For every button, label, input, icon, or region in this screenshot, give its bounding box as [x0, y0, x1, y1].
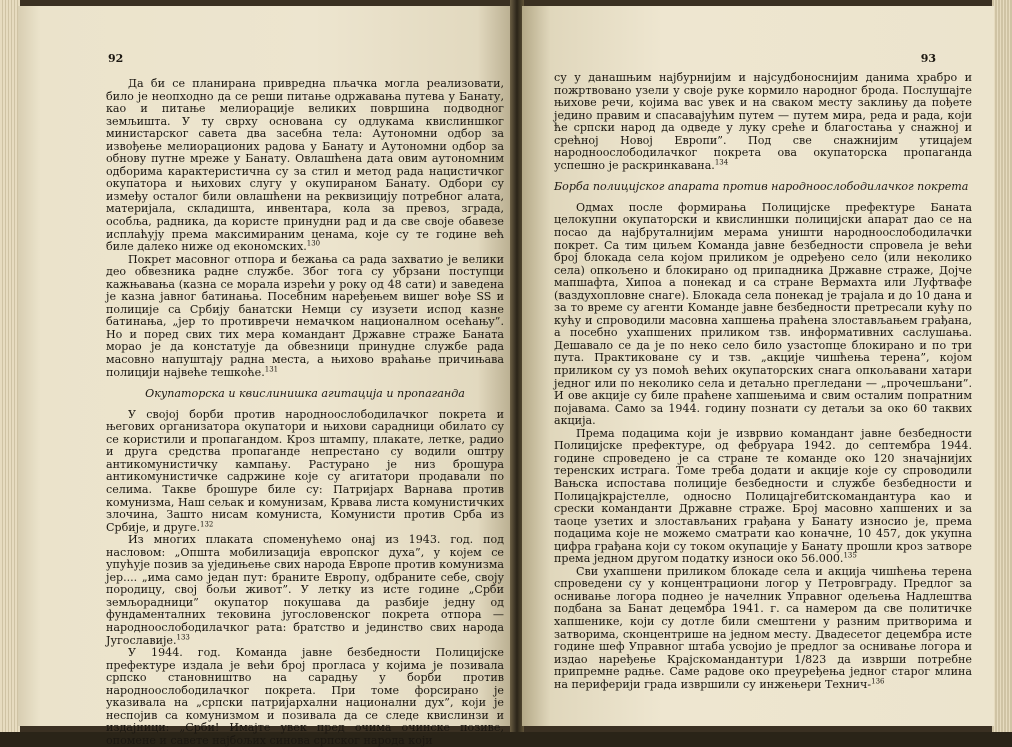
footnote-mark: 133 — [176, 632, 190, 641]
footnote-mark: 135 — [843, 551, 857, 560]
paragraph: Покрет масовног отпора и бежања са рада захватио је велики део обвезника радне службе. Због тога су убрзани поступци кажњавања (казна се морала изрећи у року од 48 сати) и заведена је казна јавног батинања. Посебним наређењем вишег вође SS и полиције са Србију банатски Немци су изузети испод казне батинања, „јер то противречи немачком националном осећању”. Но и поред свих тих мера командант Државне страже Баната морао је да констатује да обвезници принудне службе рада масовно напуштају радна места, а њихово враћање причињава полицији највеће тешкоће.$^{131}$ — [106, 252, 504, 379]
right-page-number: 93 — [920, 52, 936, 65]
right-page — [522, 6, 994, 726]
paragraph: Да би се планирана привредна пљачка могла реализовати, било је неопходно да се реши питање одржавања путева у Банату, као и питање мелиорације великих површина подводног земљишта. У ту сврху основана су одлукама квислиншког министарског савета два засебна тела: Аутономни одбор за извођење мелиорационих радова у Банату и Аутономни одбор за обнову путне мреже у Банату. Овлашћена дата овим аутономним одборима карактеристична су за стил и метод рада нацистичког окупатора и њихових слугу у окупираном Банату. Одбори су између осталог били овлашћени на реквизицију потребног алата, материјала, складишта, инвентара, кола за превоз, зграда, особља, радника, да користе принудни рад и да све своје обавезе исплаћују према максимираним ценама, које су те године већ биле далеко ниже од економских.$^{130}$ — [106, 77, 504, 254]
paragraph: У 1944. год. Команда јавне безбедности Полицијске префектуре издала је већи број прогласа у којима је позивала српско становништво на сарадњу у борби против народноослободилачког покрета. При томе форсирано је указивала на „српски патријархални национални дух”, који је неспојив са комунизмом и позивала да се следе квислинзи и издајници: „Срби! Имајте увек пред очима очинске позиве, опомене и савете најбољих синова српског народа који — [106, 646, 504, 747]
left-page — [18, 6, 512, 747]
section-heading: Окупаторска и квислинишка агитација и пропаганда — [145, 387, 465, 401]
footnote-mark: 132 — [200, 519, 214, 528]
footnote-mark: 130 — [306, 239, 321, 248]
left-page-text — [106, 78, 504, 747]
left-page-edges — [0, 0, 20, 732]
paragraph: Сви ухапшени приликом блокаде села и акција чишћења терена спроведени су у концентрациони логор у Петровграду. Предлог за оснивање логора поднео је начелник Управног одељења Надлештва подбана за Банат децембра 1941. г. са намером да све политичке хапшенике, који су дотле били смештени у разним притворима и затворима, сконцентрише на једном месту. Двадесетог децембра исте године шеф Управног штаба усвојио је предлог за оснивање логора и издао наређење Крајскомандантури 1/823 да изврши потребне припремне радње. Саме радове око преуређења једног старог млина на периферији града извршили су инжењери Технич-$^{136}$ — [554, 564, 972, 691]
paragraph: су у данашњим најбурнијим и најсудбоноснијим данима храбро и пожртвовано узели у своје руке кормило народног брода. Послушајте њихове речи, којима вас увек и на сваком месту заклињу да пођете једино правим и спасавајућим путем — путем мира, реда и рада, који ће српски народ да одведе у луку среће и благостања у снажној и срећној Новој Европи”. Под све снажнијим утицајем народноослободилачког покрета ова окупаторска пропаганда успешно је раскринкавана.$^{134}$ — [554, 71, 972, 172]
footnote-mark: 136 — [871, 677, 885, 686]
left-page-number: 92 — [108, 52, 124, 65]
paragraph: Из многих плаката споменућемо онај из 1943. год. под насловом: „Општа мобилизација европског духа”, у којем се упућује позив за уједињење свих народа Европе против комунизма јер.... „има само један пут: браните Европу, одбраните себе, своју породицу, свој бољи живот”. У летку из исте године „Срби земљорадници” окупатор покушава да разбије једну од фундаменталних тековина југословенског покрета отпора — народноослободилачког рата: братство и јединство свих народа Југославије.$^{133}$ — [106, 533, 504, 647]
footnote-mark: 134 — [714, 158, 729, 167]
right-page-text — [554, 72, 972, 691]
section-heading: Борба полицијског апарата против народноослободилачког покрета — [554, 180, 969, 194]
paragraph: Према подацима који је изврвио командант јавне безбедности Полицијске префектуре, од фебруара 1942. до септембра 1944. године спроведено је са стране те команде око 120 значајнијих теренских истрага. Томе треба додати и акције које су спроводили Вањска испостава полиције безбедности и службе безбедности и Полицајкрајстелле, односно Полицајгебитскомандантура као и срески команданти Државне страже. Број масовно хапшених и за таоце узетих и злостављаних грађана у Банату износио је, према подацима које не можемо сматрати као коначне, 10 457, док укупна цифра грађана који су током окупације у Банату прошли кроз затворе према једном другом податку износи око 56.000.$^{135}$ — [554, 426, 972, 566]
paragraph: У својој борби против народноослободилачког покрета и његових организатора окупатори и њихови сарадници обилато су се користили и пропагандом. Кроз штампу, плакате, летке, радио и другa средства пропаганде непрестано су водили оштру антикомунистичку кампању. Растурано је низ брошура антикомунистичке садржине које су агитатори продавали по селима. Такве брошуре биле су: Патријарх Варнава против комунизма, Наш сељак и комунизам, Крвава листа комунистичких злочина, Зашто нисам комуниста, Комунисти против Срба из Србије, и друге.$^{132}$ — [106, 407, 504, 534]
right-page-edges — [992, 0, 1012, 732]
paragraph: Одмах после формирања Полицијске префектуре Баната целокупни окупаторски и квислиншки полицијски апарат дао се на посао да најбруталнијим мерама уништи народноослободилачки покрет. Са тим циљем Команда јавне безбедности спровела је већи број блокада села којом приликом је одређено село (или неколико села) опкољено и блокирано од припадника Државне страже, Дојче мапшафта, Хипоа а понекад и са стране Вермахта или Луфтвафе (ваздухопловне снаге). Блокада села понекад је трајала и до 10 дана и за то време су агенти Команде јавне безбедности претресали кућу по кућу и спроводили масовна хапшења праћена злостављањем грађана, а посебно ухапшених приликом тзв. информативних саслушања. Дешавало се да је по неко село било узастопце блокирано и по три пута. Практиковане су и тзв. „акције чишћења терена”, којом приликом су уз помоћ већих окупаторских снага опкољавани хатари једног или по неколико села и детаљно прегледани — „прочешљани”. И ове акције су биле праћене хапшењима и свим осталим попратним појавама. Само за 1944. годину познати су детаљи за око 60 таквих акција. — [554, 200, 972, 428]
footnote-mark: 131 — [264, 364, 279, 373]
